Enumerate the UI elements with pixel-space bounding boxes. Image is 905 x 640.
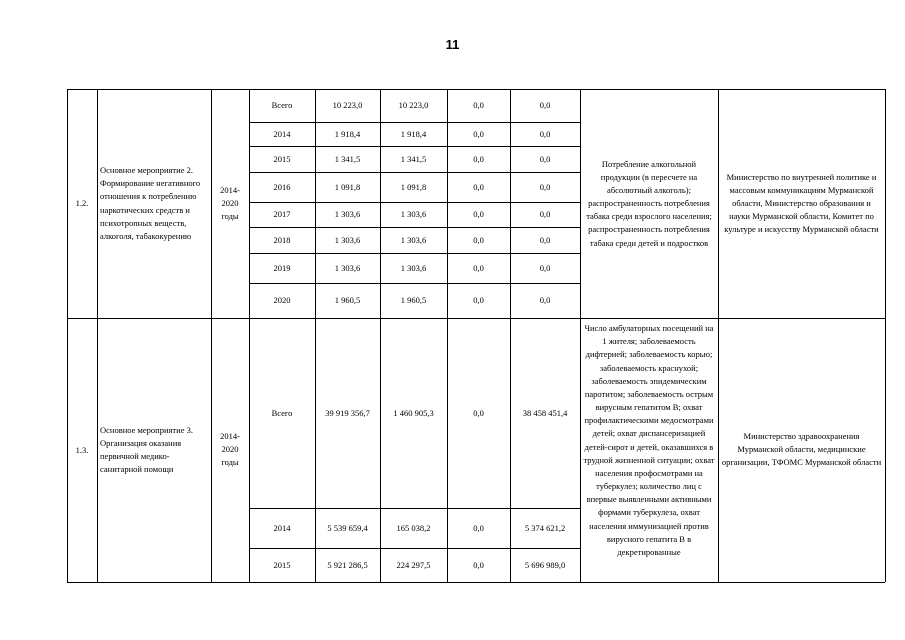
other-funds-value: 0,0	[539, 128, 551, 139]
regional-budget-value: 224 297,5	[396, 559, 431, 570]
regional-budget-value: 1 303,6	[400, 234, 427, 245]
activity-period: 2014-2020 годы	[220, 431, 240, 468]
table-vertical-border	[97, 89, 98, 582]
total-value: 5 921 286,5	[327, 559, 368, 570]
year-label: 2019	[273, 262, 291, 273]
activity-period: 2014-2020 годы	[220, 184, 240, 221]
executors-text: Министерство по внутренней политике и массовым коммуникациям Мурманской области, Министерство образования и науки Мурманской области, Комитет по культуре и искусству Мурманской области	[724, 171, 879, 235]
federal-budget-value: 0,0	[473, 262, 484, 273]
total-value: 1 303,6	[334, 234, 361, 245]
table-vertical-border	[580, 89, 581, 582]
regional-budget-value: 1 918,4	[400, 128, 427, 139]
table-vertical-border	[67, 89, 68, 582]
federal-budget-value: 0,0	[473, 100, 484, 110]
federal-budget-value: 0,0	[473, 559, 484, 570]
other-funds-value: 0,0	[539, 234, 551, 245]
total-value: 1 303,6	[334, 262, 361, 273]
year-label: Всего	[271, 100, 293, 110]
other-funds-value: 5 374 621,2	[524, 522, 566, 533]
other-funds-value: 38 458 451,4	[522, 407, 568, 418]
year-row-border	[249, 146, 580, 147]
table-vertical-border	[718, 89, 719, 582]
year-label: 2017	[273, 209, 291, 219]
federal-budget-value: 0,0	[473, 295, 484, 305]
year-label: 2016	[273, 181, 291, 192]
indicators-text: Потребление алкогольной продукции (в пересчете на абсолютный алкоголь); распространенность потребления табака среди взрослого населения; распространенность потребления табака среди детей и подростков	[586, 158, 712, 248]
year-row-border	[249, 283, 580, 284]
regional-budget-value: 1 303,6	[400, 209, 427, 219]
year-label: 2014	[273, 128, 291, 139]
federal-budget-value: 0,0	[473, 209, 484, 219]
other-funds-value: 0,0	[539, 153, 551, 164]
regional-budget-value: 10 223,0	[398, 100, 429, 110]
year-label: 2018	[273, 234, 291, 245]
federal-budget-value: 0,0	[473, 181, 484, 192]
year-label: Всего	[271, 407, 293, 418]
regional-budget-value: 1 303,6	[400, 262, 427, 273]
year-label: 2014	[273, 522, 291, 533]
total-value: 10 223,0	[332, 100, 363, 110]
year-row-border	[249, 253, 580, 254]
year-label: 2015	[273, 153, 291, 164]
federal-budget-value: 0,0	[473, 522, 484, 533]
year-row-border	[249, 172, 580, 173]
table-bottom-border	[67, 582, 885, 583]
table-vertical-border	[885, 89, 886, 582]
federal-budget-value: 0,0	[473, 234, 484, 245]
activity-name: Основное мероприятие 3. Организация оказания первичной медико-санитарной помощи	[100, 424, 193, 475]
total-value: 1 091,8	[334, 181, 361, 192]
executors-text: Министерство здравоохранения Мурманской области, медицинские организации, ТФОМС Мурманской области	[721, 431, 882, 468]
total-value: 1 303,6	[334, 209, 361, 219]
other-funds-value: 5 696 989,0	[524, 559, 566, 570]
federal-budget-value: 0,0	[473, 407, 484, 418]
table-vertical-border	[211, 89, 212, 582]
total-value: 39 919 356,7	[325, 407, 370, 418]
other-funds-value: 0,0	[539, 262, 551, 273]
row-number: 1.3.	[75, 444, 89, 455]
other-funds-value: 0,0	[539, 295, 551, 305]
other-funds-value: 0,0	[539, 181, 551, 192]
year-row-border	[249, 548, 580, 549]
total-value: 5 539 659,4	[327, 522, 368, 533]
activity-name: Основное мероприятие 2. Формирование негативного отношения к потреблению наркотических средств и психотропных веществ, алкоголя, табакокурению	[100, 165, 201, 241]
total-value: 1 341,5	[334, 153, 361, 164]
total-value: 1 960,5	[334, 295, 361, 305]
year-row-border	[249, 202, 580, 203]
table-top-border	[67, 89, 885, 90]
other-funds-value: 0,0	[539, 100, 551, 110]
total-value: 1 918,4	[334, 128, 361, 139]
year-row-border	[249, 227, 580, 228]
regional-budget-value: 1 460 905,3	[393, 407, 434, 418]
year-row-border	[249, 122, 580, 123]
year-row-border	[249, 508, 580, 509]
regional-budget-value: 1 960,5	[400, 295, 427, 305]
row-number: 1.2.	[75, 198, 89, 208]
indicators-text: Число амбулаторных посещений на 1 жителя; заболеваемость дифтерией; заболеваемость корью; заболеваемость краснухой; заболеваемость эпидемическим паротитом; заболеваемость острым вирусным гепатитом В; охват профилактическими медосмотрами детей; охват диспансеризацией детей-сирот и детей, оказавшихся в трудной жизненной ситуации; охват населения профосмотрами на туберкулез; количество лиц с впервые выявленными активными формами туберкулеза, охват населения иммунизацией против вирусного гепатита В в декретированные	[583, 323, 715, 557]
regional-budget-value: 1 091,8	[400, 181, 427, 192]
federal-budget-value: 0,0	[473, 153, 484, 164]
year-label: 2015	[273, 559, 291, 570]
page-number: 11	[445, 37, 460, 52]
other-funds-value: 0,0	[539, 209, 551, 219]
year-label: 2020	[273, 295, 291, 305]
regional-budget-value: 1 341,5	[400, 153, 427, 164]
section-divider	[67, 318, 885, 319]
regional-budget-value: 165 038,2	[396, 522, 431, 533]
federal-budget-value: 0,0	[473, 128, 484, 139]
